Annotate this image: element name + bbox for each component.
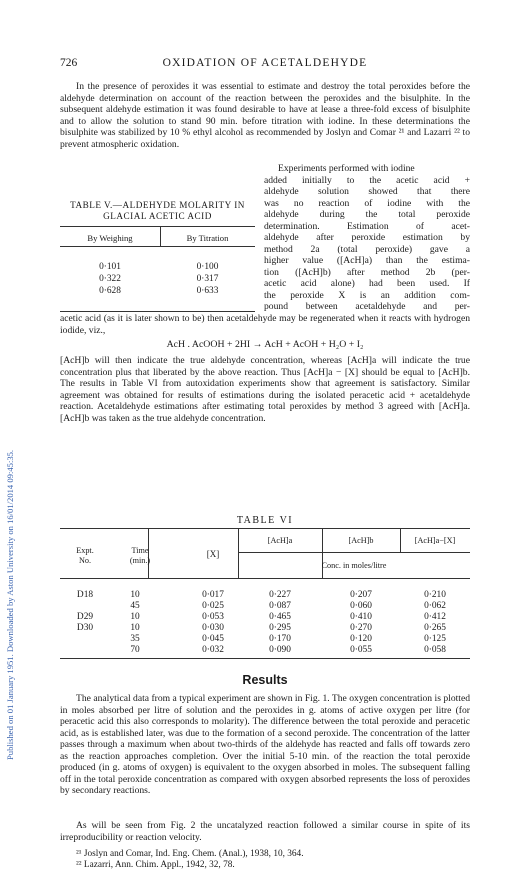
table6-cell: 0·120 xyxy=(350,634,372,644)
wrap-line: determination. Estimation of acet- xyxy=(264,220,470,232)
paragraph-uncatalyzed: As will be seen from Fig. 2 the uncatalyzed reaction followed a similar course in spite of its irreproducibility or reaction velocity. xyxy=(60,820,470,843)
table5-header-titration: By Titration xyxy=(186,233,229,243)
running-header xyxy=(60,57,470,71)
wrap-line: tion ([AcH]b) after method 2b (per- xyxy=(264,266,470,278)
wrap-line: pound between acetaldehyde and per- xyxy=(264,301,470,312)
table5-header-weighing: By Weighing xyxy=(87,233,133,243)
table6-cell: 0·465 xyxy=(269,612,291,622)
wrap-line: method 2a (total peroxide) gave a xyxy=(264,243,470,255)
table6-cell: 0·412 xyxy=(424,612,446,622)
table5-cell: 0·628 xyxy=(99,286,121,296)
table6-cell: 0·053 xyxy=(202,612,224,622)
wrap-line: aldehyde solution showed that there xyxy=(264,186,470,197)
table6-cell: 0·410 xyxy=(350,612,372,622)
watermark-text: Published on 01 January 1951. Downloaded by Aston University on 16/01/2014 09:45:35. xyxy=(5,449,15,760)
table6-header-expt: Expt. No. xyxy=(76,546,94,565)
page-number: 726 xyxy=(60,57,78,69)
download-watermark xyxy=(3,120,17,760)
table6-cell: 0·062 xyxy=(424,601,446,611)
wrap-line: the peroxide X is an addition com- xyxy=(264,289,470,301)
table6-cell: 10 xyxy=(130,612,140,622)
wrap-line: aldehyde after peroxide estimation by xyxy=(264,232,470,243)
paragraph-peroxides: In the presence of peroxides it was essential to estimate and destroy the total peroxides before the aldehyde determination on account of the reaction between the peroxides and the bisulphite. In the subsequent aldehyde estimation it was found desirable to have at lease a three-fold excess of bisulphite and to allow the solution to stand 90 min. before titration with iodine. In these determinations the bisulphite was stabilized by 10 % ethyl alcohol as recommended by Joslyn and Comar ²¹ and Lazarri ²² to prevent atmospheric oxidation. xyxy=(60,81,470,150)
table6-header-achb: [AcH]b xyxy=(348,536,374,545)
table5-cell: 0·633 xyxy=(196,286,219,296)
table5-cell: 0·322 xyxy=(99,274,121,284)
table6-cell: 0·055 xyxy=(350,645,372,655)
table6-cell: 70 xyxy=(130,645,140,655)
footnote-21: ²¹ Joslyn and Comar, Ind. Eng. Chem. (Anal.), 1938, 10, 364. xyxy=(76,849,304,859)
table6-header-x: [X] xyxy=(206,549,220,559)
table6-cell: 0·017 xyxy=(202,590,224,600)
table5-cell: 0·317 xyxy=(196,274,219,284)
table5-cell: 0·100 xyxy=(196,262,219,272)
table5-header-rule xyxy=(60,246,255,247)
table6-header-concentration: Conc. in moles/litre xyxy=(321,561,387,570)
table6 xyxy=(60,528,470,658)
table6-cell: 0·058 xyxy=(424,645,446,655)
table6-title: TABLE VI xyxy=(236,515,294,526)
wrap-line: was no reaction of iodine with the xyxy=(264,197,470,209)
paragraph-regeneration: acetic acid (as it is later shown to be) then acetaldehyde may be regenerated when it reacts with hydrogen iodide, viz., xyxy=(60,313,470,336)
table6-cell: D18 xyxy=(76,590,94,600)
table6-header-difference: [AcH]a−[X] xyxy=(414,536,456,545)
running-title: OXIDATION OF ACETALDEHYDE xyxy=(162,57,368,69)
table6-cell: 0·265 xyxy=(424,623,446,633)
table6-cell: 0·025 xyxy=(202,601,224,611)
table6-cell: 10 xyxy=(130,590,140,600)
table6-cell: D29 xyxy=(76,612,94,622)
table5-title: TABLE V.—ALDEHYDE MOLARITY IN GLACIAL ACETIC ACID xyxy=(70,200,245,221)
results-heading: Results xyxy=(242,673,288,687)
table6-cell: 0·170 xyxy=(269,634,291,644)
table6-cell: 0·030 xyxy=(202,623,224,633)
table6-cell: 0·045 xyxy=(202,634,224,644)
table5-cell: 0·101 xyxy=(99,262,121,272)
wrap-line: aldehyde during the total peroxide xyxy=(264,209,470,220)
table6-cell: 0·032 xyxy=(202,645,224,655)
table6-cell: 0·060 xyxy=(350,601,372,611)
table6-cell: D30 xyxy=(76,623,94,633)
table6-header-rule xyxy=(60,578,470,579)
wrap-line: higher value ([AcH]a) than the estima- xyxy=(264,255,470,266)
reaction-equation: AcH . AcOOH + 2HI → AcH + AcOH + H₂O + I₂ xyxy=(166,339,364,350)
table6-cell: 0·087 xyxy=(269,601,291,611)
wrap-line: Experiments performed with iodine xyxy=(278,163,415,174)
table6-cell: 0·125 xyxy=(424,634,446,644)
paragraph-results: The analytical data from a typical experiment are shown in Fig. 1. The oxygen concentration is plotted in moles absorbed per litre of solution and the peroxides in g. atoms of active oxygen per litre (for peracetic acid this also corresponds to molarity). The difference between the total peroxide and peracetic acid, as is established later, was due to the formation of a second peroxide. The concentration of the latter passes through a maximum when about two-thirds of the aldehyde has reacted and falls off towards zero as the reaction approaches completion. Over the initial 5-10 min. of the reaction the total peroxide produced (in g. atoms of oxygen) is equivalent to the oxygen absorbed in moles. The subsequent falling off in the total peroxide concentration as compared with oxygen absorbed represents the loss of peroxides by secondary reactions. xyxy=(60,693,470,796)
footnote-22: ²² Lazarri, Ann. Chim. Appl., 1942, 32, 78. xyxy=(76,860,235,870)
table6-cell: 0·295 xyxy=(269,623,291,633)
table6-cell: 0·210 xyxy=(424,590,446,600)
table5-bottom-rule xyxy=(60,311,255,312)
table5-top-rule xyxy=(60,226,255,227)
table6-cell: 0·227 xyxy=(269,590,291,600)
table6-header-acha: [AcH]a xyxy=(267,536,293,545)
table6-bottom-rule xyxy=(60,658,470,659)
paragraph-aldehyde-concentration: [AcH]b will then indicate the true aldehyde concentration, whereas [AcH]a will indicate the true concentration plus that liberated by the above reaction. Thus [AcH]a − [X] should be equal to [AcH]b. The results in Table VI from autoxidation experiments show that agreement is satisfactory. Similar agreement was obtained for results of estimations during the isolated peracetic acid + acetaldehyde reaction. Acetaldehyde estimations after estimating total peroxides by method 3 agreed with [AcH]a. [AcH]b was taken as the true aldehyde concentration. xyxy=(60,355,470,424)
table6-top-rule xyxy=(60,528,470,529)
table6-cell: 0·207 xyxy=(350,590,372,600)
table6-cell: 35 xyxy=(130,634,140,644)
wrap-column-text xyxy=(264,163,470,313)
table6-sub-rule xyxy=(238,552,470,553)
table6-cell: 10 xyxy=(130,623,140,633)
table6-cell: 0·270 xyxy=(350,623,372,633)
table6-cell: 0·090 xyxy=(269,645,291,655)
wrap-line: added initially to the acetic acid + xyxy=(264,174,470,186)
wrap-line: acetic acid alone) had been used. If xyxy=(264,278,470,289)
table6-cell: 45 xyxy=(130,601,140,611)
table6-header-time: Time (min.) xyxy=(129,546,151,565)
